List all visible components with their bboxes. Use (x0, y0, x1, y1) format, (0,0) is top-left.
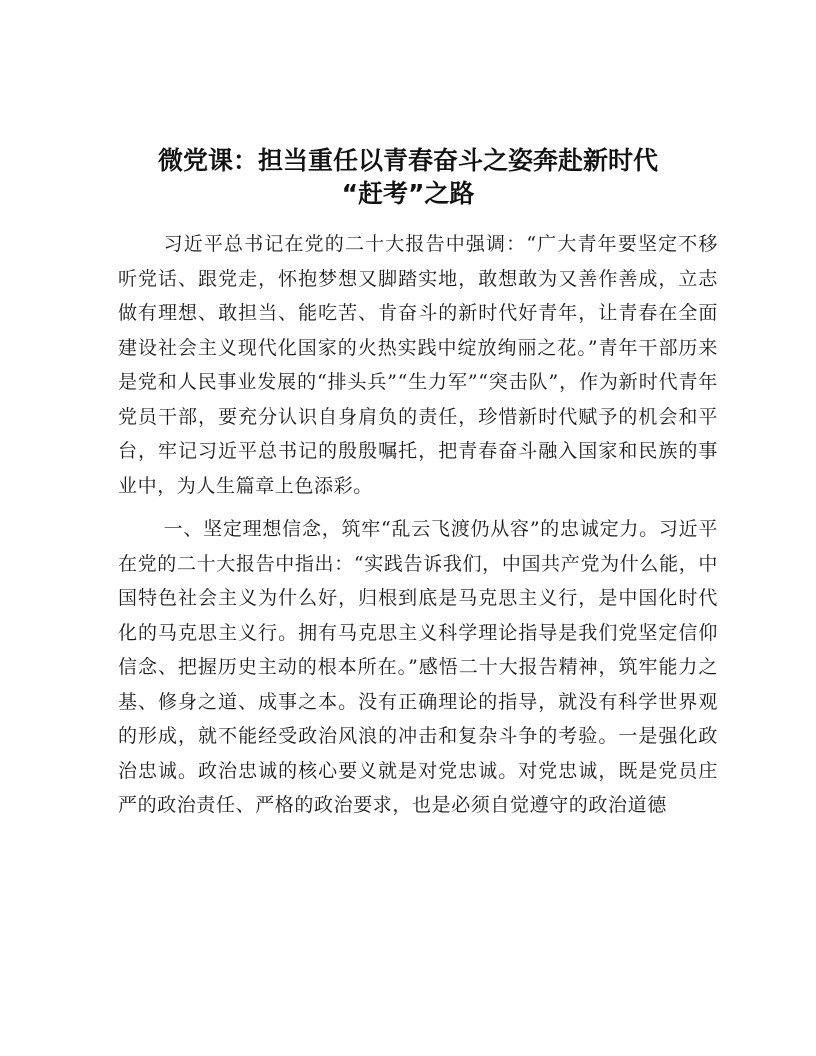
paragraph-section-one: 一、坚定理想信念，筑牢“乱云飞渡仍从容”的忠诚定力。习近平在党的二十大报告中指出：“实践告诉我们，中国共产党为什么能，中国特色社会主义为什么好，归根到底是马克思主义行，是中国化时代化的马克思主义行。拥有马克思主义科学理论指导是我们党坚定信仰信念、把握历史主动的根本所在。”感悟二十大报告精神，筑牢能力之基、修身之道、成事之本。没有正确理论的指导，就没有科学世界观的形成，就不能经受政治风浪的冲击和复杂斗争的考验。一是强化政治忠诚。政治忠诚的核心要义就是对党忠诚。对党忠诚，既是党员庄严的政治责任、严格的政治要求，也是必须自觉遵守的政治道德 (118, 518, 718, 816)
document-body (118, 227, 718, 823)
title-line-1: 微党课：担当重任以青春奋斗之姿奔赴新时代 (157, 146, 658, 175)
paragraph-intro: 习近平总书记在党的二十大报告中强调：“广大青年要坚定不移听党话、跟党走，怀抱梦想又脚踏实地，敢想敢为又善作善成，立志做有理想、敢担当、能吃苦、肯奋斗的新时代好青年，让青春在全面建设社会主义现代化国家的火热实践中绽放绚丽之花。”青年干部历来是党和人民事业发展的“排头兵”“生力军”“突击队”，作为新时代青年党员干部，要充分认识自身肩负的责任，珍惜新时代赋予的机会和平台，牢记习近平总书记的殷殷嘱托，把青春奋斗融入国家和民族的事业中，为人生篇章上色添彩。 (118, 233, 718, 497)
title-line-2: “赶考”之路 (341, 179, 475, 208)
document-title (100, 144, 716, 210)
